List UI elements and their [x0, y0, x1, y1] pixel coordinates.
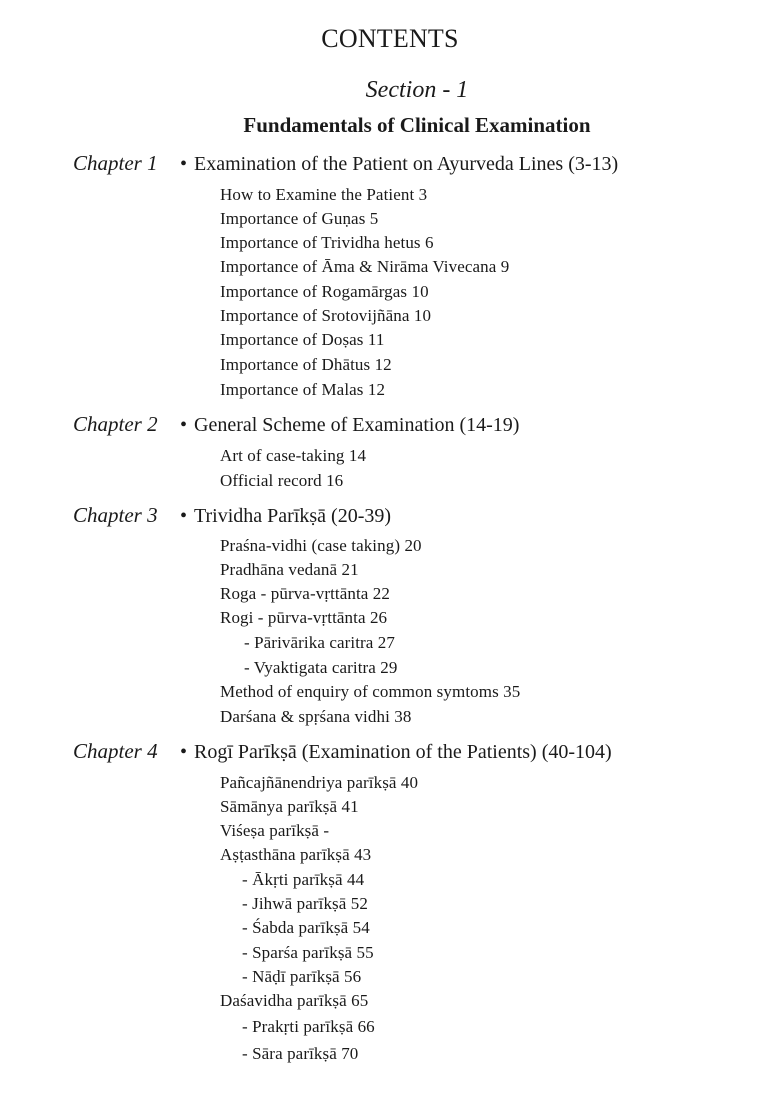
toc-entry: Pradhāna vedanā 21 — [220, 560, 359, 579]
toc-subentry: - Prakṛti parīkṣā 66 — [242, 1017, 375, 1036]
toc-entry: Importance of Guṇas 5 — [220, 209, 379, 228]
chapter-2-title: General Scheme of Examination (14-19) — [194, 414, 520, 436]
chapter-1-label: Chapter 1 — [73, 151, 158, 175]
bullet-icon: • — [180, 505, 188, 527]
toc-entry: Importance of Āma & Nirāma Vivecana 9 — [220, 257, 510, 276]
toc-subentry: - Sparśa parīkṣā 55 — [242, 943, 374, 962]
toc-entry: Importance of Doṣas 11 — [220, 330, 385, 349]
toc-subentry: - Nāḍī parīkṣā 56 — [242, 967, 362, 986]
toc-entry: Method of enquiry of common symtoms 35 — [220, 682, 521, 701]
chapter-4-heading — [180, 741, 612, 764]
toc-entry: Rogi - pūrva-vṛttānta 26 — [220, 608, 388, 627]
toc-entry: Daśavidha parīkṣā 65 — [220, 991, 369, 1010]
toc-entry: Importance of Trividha hetus 6 — [220, 233, 434, 252]
toc-entry: Viśeṣa parīkṣā - — [220, 821, 330, 840]
section-title: Fundamentals of Clinical Examination — [243, 113, 591, 137]
chapter-1-title: Examination of the Patient on Ayurveda Lines (3-13) — [194, 153, 619, 175]
toc-subentry: - Sāra parīkṣā 70 — [242, 1044, 359, 1063]
chapter-2-heading — [180, 414, 519, 437]
toc-subentry: - Pārivārika caritra 27 — [244, 633, 395, 652]
bullet-icon: • — [180, 741, 188, 763]
toc-entry: Sāmānya parīkṣā 41 — [220, 797, 359, 816]
chapter-2-label: Chapter 2 — [73, 412, 158, 436]
chapter-4-title: Rogī Parīkṣā (Examination of the Patients) (40-104) — [194, 741, 612, 763]
page-title: CONTENTS — [321, 24, 459, 53]
chapter-1-heading — [180, 153, 618, 176]
toc-subentry: - Jihwā parīkṣā 52 — [242, 894, 368, 913]
toc-entry: Importance of Dhātus 12 — [220, 355, 392, 374]
toc-subentry: - Vyaktigata caritra 29 — [244, 658, 398, 677]
toc-entry: Art of case-taking 14 — [220, 446, 367, 465]
bullet-icon: • — [180, 153, 188, 175]
toc-entry: Importance of Malas 12 — [220, 380, 386, 399]
toc-entry: Roga - pūrva-vṛttānta 22 — [220, 584, 390, 603]
toc-entry: Pañcajñānendriya parīkṣā 40 — [220, 773, 419, 792]
toc-entry: Importance of Rogamārgas 10 — [220, 282, 429, 301]
toc-entry: How to Examine the Patient 3 — [220, 185, 428, 204]
chapter-3-title: Trividha Parīkṣā (20-39) — [194, 505, 392, 527]
toc-subentry: - Śabda parīkṣā 54 — [242, 918, 370, 937]
chapter-3-heading — [180, 505, 391, 528]
toc-entry: Praśna-vidhi (case taking) 20 — [220, 536, 422, 555]
chapter-3-label: Chapter 3 — [73, 503, 158, 527]
toc-entry: Aṣṭasthāna parīkṣā 43 — [220, 845, 372, 864]
toc-entry: Official record 16 — [220, 471, 344, 490]
chapter-4-label: Chapter 4 — [73, 739, 158, 763]
toc-entry: Darśana & spṛśana vidhi 38 — [220, 707, 412, 726]
toc-entry: Importance of Srotovijñāna 10 — [220, 306, 432, 325]
bullet-icon: • — [180, 414, 188, 436]
section-label: Section - 1 — [365, 77, 469, 103]
toc-subentry: - Ākṛti parīkṣā 44 — [242, 870, 365, 889]
